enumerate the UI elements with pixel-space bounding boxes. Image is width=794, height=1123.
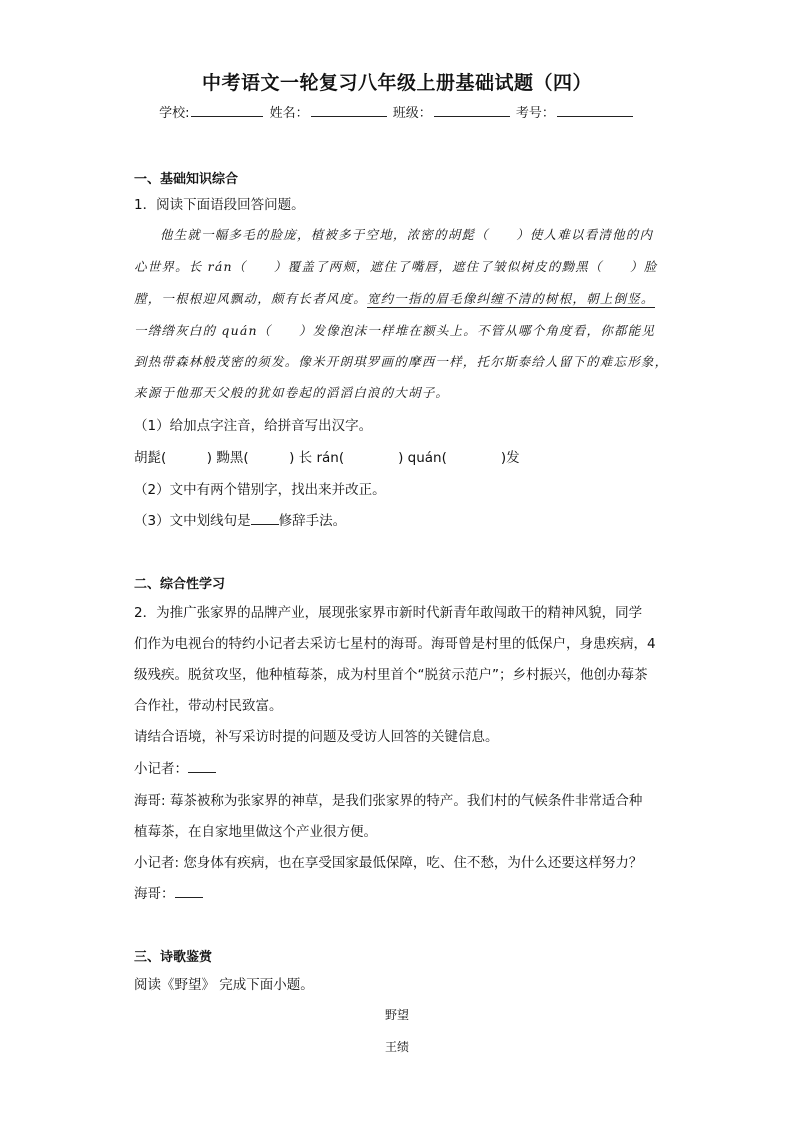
haige-answer-blank[interactable]: [175, 885, 203, 898]
question-2-instruction: 请结合语境，补写采访时提的问题及受访人回答的关键信息。: [134, 729, 499, 745]
question-2-line-2: 们作为电视台的特约小记者去采访七星村的海哥。海哥曾是村里的低保户，身患疾病，4: [134, 636, 656, 652]
sub-question-3-end: 修辞手法。: [278, 513, 347, 529]
poem-intro: 阅读《野望》 完成下面小题。: [134, 977, 314, 993]
school-blank[interactable]: [191, 102, 263, 117]
section-heading-1: 一、基础知识综合: [134, 172, 239, 187]
sub-question-1: （1）给加点字注音，给拼音写出汉字。: [134, 418, 373, 434]
sub-question-3-start: （3）文中划线句是: [134, 513, 251, 529]
passage-line-2: 心世界。长 rán（ ）覆盖了两颊，遮住了嘴唇，遮住了皱似树皮的黝黑（ ）脸: [134, 259, 658, 274]
passage-line-3-start: 膛，一根根迎风飘动，颇有长者风度。: [134, 291, 367, 306]
number-blank[interactable]: [557, 102, 633, 117]
reporter-line-1: [134, 757, 216, 777]
student-info-line: [0, 102, 794, 121]
reporter-answer-blank[interactable]: [188, 760, 216, 773]
poem-author: 王绩: [384, 1040, 409, 1054]
passage-line-3: [134, 289, 655, 307]
name-label: 姓名：: [269, 106, 309, 121]
passage-line-4: 一绺绺灰白的 quán（ ）发像泡沫一样堆在额头上。不管从哪个角度看，你都能见: [134, 323, 656, 338]
class-blank[interactable]: [434, 102, 510, 117]
reporter-label-1: 小记者：: [134, 761, 188, 777]
haige-label-2: 海哥：: [134, 886, 175, 902]
haige-line-1b: 植莓茶，在自家地里做这个产业很方便。: [134, 824, 377, 840]
passage-line-5: 到热带森林般茂密的须发。像米开朗琪罗画的摩西一样，托尔斯泰给人留下的难忘形象，: [134, 354, 669, 369]
sub-question-2: （2）文中有两个错别字，找出来并改正。: [134, 482, 386, 498]
underlined-sentence: 宽约一指的眉毛像纠缠不清的树根，朝上倒竖。: [366, 291, 655, 306]
passage-line-1: 他生就一幅多毛的脸庞，植被多于空地，浓密的胡髭（ ）使人难以看清他的内: [160, 227, 654, 242]
number-label: 考号：: [515, 106, 555, 121]
page-title: 中考语文一轮复习八年级上册基础试题（四）: [201, 72, 592, 94]
name-blank[interactable]: [311, 102, 387, 117]
section-heading-2: 二、综合性学习: [134, 577, 226, 592]
question-2-line-4: 合作社，带动村民致富。: [134, 698, 283, 714]
fill-in-line: 胡髭( ) 黝黑( ) 长 rán( ) quán( )发: [134, 450, 520, 466]
school-label: 学校:: [159, 106, 190, 121]
sub-question-3: [134, 509, 346, 529]
haige-line-2: [134, 882, 203, 902]
question-1-prompt: 1．阅读下面语段回答问题。: [134, 197, 305, 213]
passage-line-6: 来源于他那天父般的犹如卷起的滔滔白浪的大胡子。: [134, 385, 450, 400]
class-label: 班级：: [392, 106, 432, 121]
section-heading-3: 三、诗歌鉴赏: [134, 950, 213, 965]
haige-line-1a: 海哥: 莓茶被称为张家界的神草，是我们张家界的特产。我们村的气候条件非常适合种: [134, 793, 643, 809]
question-2-line-3: 级残疾。脱贫攻坚，他种植莓茶，成为村里首个“脱贫示范户”；乡村振兴，他创办莓茶: [134, 667, 648, 683]
poem-title: 野望: [384, 1008, 409, 1022]
question-2-line-1: 2．为推广张家界的品牌产业，展现张家界市新时代新青年敢闯敢干的精神风貌，同学: [134, 605, 643, 621]
rhetoric-blank[interactable]: [251, 512, 279, 525]
reporter-line-2: 小记者: 您身体有疾病，也在享受国家最低保障，吃、住不愁，为什么还要这样努力？: [134, 855, 643, 871]
